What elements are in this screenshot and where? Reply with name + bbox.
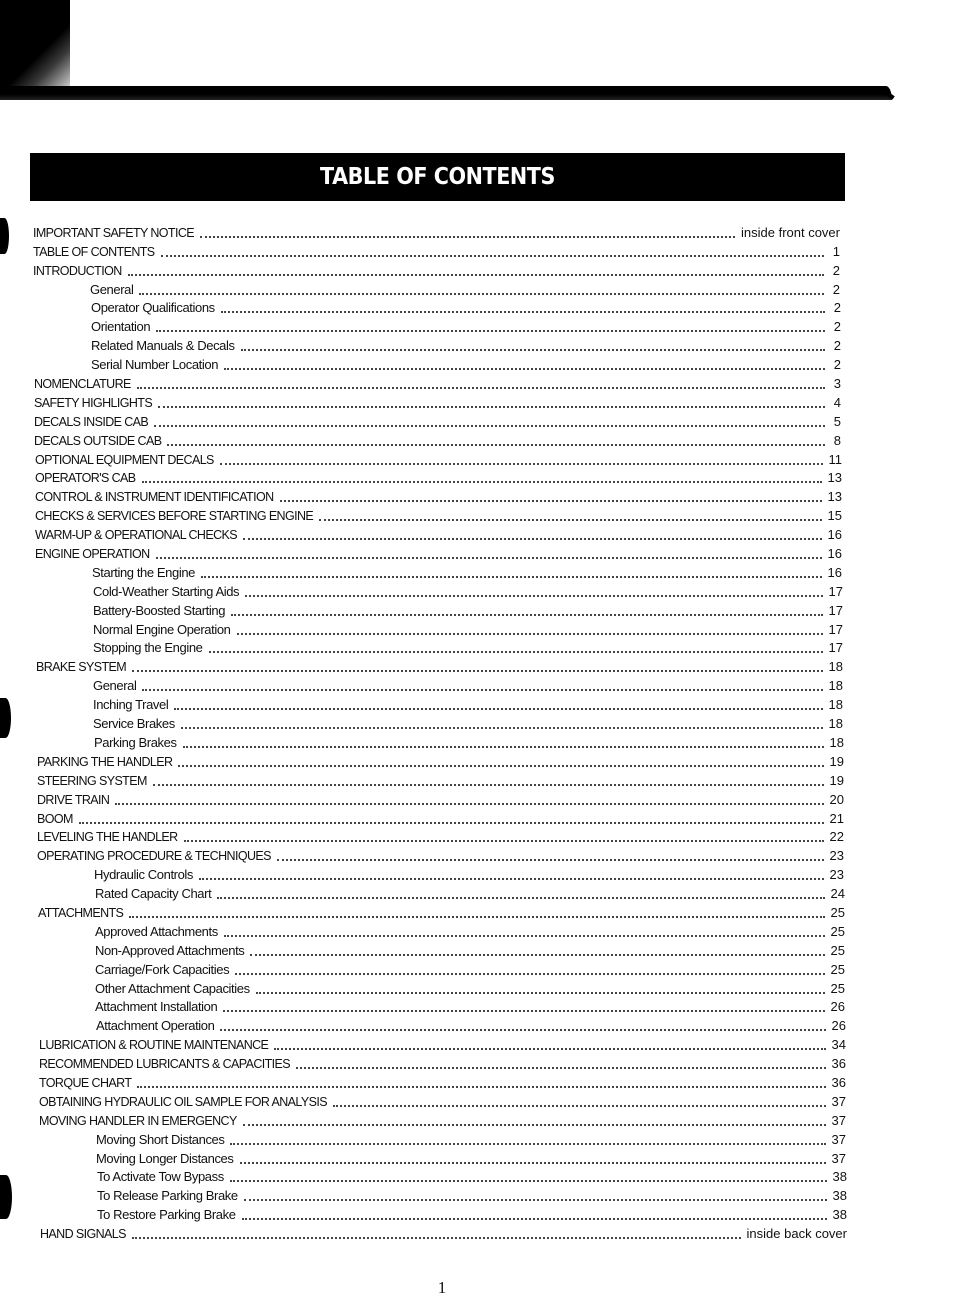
toc-dot-leader [274, 1048, 825, 1050]
toc-entry [0, 392, 954, 411]
toc-entry-label: Service Brakes [93, 716, 175, 732]
toc-entry-label: Orientation [91, 319, 151, 335]
toc-entry-page: 37 [831, 1093, 846, 1109]
toc-entry-page: 37 [831, 1150, 846, 1166]
toc-entry [0, 808, 954, 827]
toc-entry-label: Stopping the Engine [93, 640, 203, 656]
toc-entry [0, 354, 954, 373]
toc-dot-leader [224, 368, 825, 370]
toc-entry [0, 1148, 954, 1167]
toc-entry-label: INTRODUCTION [33, 263, 122, 278]
toc-entry-label: Approved Attachments [95, 923, 218, 939]
toc-entry-label: Moving Short Distances [96, 1131, 225, 1147]
toc-entry-page: 18 [828, 697, 843, 713]
toc-entry [0, 902, 954, 921]
toc-entry-label: OPERATOR'S CAB [35, 471, 136, 486]
toc-entry-page: 26 [831, 1018, 846, 1034]
toc-dot-leader [243, 1124, 826, 1126]
toc-entry [0, 751, 954, 770]
toc-entry [0, 845, 954, 864]
toc-entry [0, 222, 954, 241]
toc-entry [0, 883, 954, 902]
toc-entry [0, 1053, 954, 1072]
toc-entry-page: 25 [830, 923, 845, 939]
toc-dot-leader [333, 1105, 826, 1107]
toc-entry-label: Other Attachment Capacities [95, 980, 250, 996]
toc-entry-page: 19 [829, 753, 844, 769]
toc-entry-label: To Restore Parking Brake [97, 1207, 236, 1223]
toc-dot-leader [154, 425, 825, 427]
toc-entry-page: 1 [832, 243, 840, 259]
toc-entry [0, 1091, 954, 1110]
toc-dot-leader [250, 954, 824, 956]
toc-dot-leader [242, 1218, 827, 1220]
toc-dot-leader [241, 349, 825, 351]
toc-dot-leader [167, 444, 825, 446]
toc-entry [0, 675, 954, 694]
toc-entry-page: 13 [827, 470, 842, 486]
toc-entry-page: 18 [828, 659, 843, 675]
toc-entry-label: STEERING SYSTEM [37, 773, 147, 788]
toc-entry [0, 656, 954, 675]
toc-dot-leader [244, 1199, 827, 1201]
toc-entry-label: ATTACHMENTS [38, 905, 124, 920]
toc-dot-leader [184, 840, 824, 842]
toc-dot-leader [142, 689, 822, 691]
toc-dot-leader [181, 727, 823, 729]
toc-entry-page: 11 [828, 451, 842, 467]
toc-entry [0, 430, 954, 449]
toc-entry-label: DRIVE TRAIN [37, 792, 110, 807]
toc-dot-leader [174, 708, 822, 710]
toc-entry-label: BRAKE SYSTEM [36, 660, 127, 675]
toc-entry [0, 978, 954, 997]
toc-entry-label: HAND SIGNALS [40, 1227, 126, 1242]
toc-entry-label: CHECKS & SERVICES BEFORE STARTING ENGINE [35, 509, 314, 524]
toc-dot-leader [223, 1010, 824, 1012]
scan-corner-shadow [0, 0, 70, 100]
toc-entry-page: 2 [832, 262, 840, 278]
toc-dot-leader [245, 595, 822, 597]
toc-entry-page: 2 [832, 281, 840, 297]
toc-entry-label: Carriage/Fork Capacities [95, 961, 230, 977]
toc-entry [0, 940, 954, 959]
toc-dot-leader [235, 973, 824, 975]
toc-entry [0, 543, 954, 562]
toc-entry-label: WARM-UP & OPERATIONAL CHECKS [35, 528, 237, 543]
toc-entry-page: 20 [829, 791, 844, 807]
toc-dot-leader [199, 878, 824, 880]
toc-entry-label: LEVELING THE HANDLER [37, 830, 178, 845]
toc-entry-page: 19 [829, 772, 844, 788]
toc-entry-label: TORQUE CHART [39, 1075, 132, 1090]
toc-dot-leader [156, 557, 822, 559]
toc-entry-label: PARKING THE HANDLER [37, 754, 173, 769]
toc-entry-page: 23 [829, 848, 844, 864]
header-rule [0, 86, 892, 100]
toc-entry [0, 335, 954, 354]
toc-dot-leader [139, 293, 824, 295]
toc-entry-label: Parking Brakes [94, 734, 177, 750]
title-banner [30, 153, 845, 201]
toc-dot-leader [132, 1237, 741, 1239]
toc-dot-leader [243, 538, 822, 540]
toc-dot-leader [240, 1162, 826, 1164]
toc-dot-leader [156, 330, 825, 332]
toc-dot-leader [280, 500, 822, 502]
toc-entry-page: 38 [832, 1207, 847, 1223]
toc-entry-page: 4 [833, 394, 841, 410]
toc-entry-label: Attachment Operation [96, 1018, 215, 1034]
toc-entry [0, 562, 954, 581]
toc-entry [0, 449, 954, 468]
toc-entry-page: 2 [833, 357, 841, 373]
toc-entry [0, 260, 954, 279]
toc-entry [0, 864, 954, 883]
toc-entry-page: 2 [833, 338, 841, 354]
toc-entry-label: CONTROL & INSTRUMENT IDENTIFICATION [35, 490, 274, 505]
toc-entry [0, 1072, 954, 1091]
toc-dot-leader [256, 992, 825, 994]
toc-entry-label: IMPORTANT SAFETY NOTICE [33, 225, 194, 240]
toc-entry-label: DECALS INSIDE CAB [34, 414, 149, 429]
toc-dot-leader [220, 1029, 825, 1031]
toc-entry-page: 25 [830, 942, 845, 958]
toc-dot-leader [277, 859, 824, 861]
toc-entry-label: ENGINE OPERATION [35, 547, 150, 562]
toc-entry-page: 15 [827, 508, 842, 524]
toc-dot-leader [115, 803, 823, 805]
toc-entry-label: Operator Qualifications [91, 300, 215, 316]
toc-entry [0, 1034, 954, 1053]
toc-entry-label: Serial Number Location [91, 357, 219, 373]
toc-entry-page: 36 [831, 1074, 846, 1090]
toc-entry [0, 524, 954, 543]
toc-entry-page: 38 [832, 1169, 847, 1185]
page-number: 1 [437, 1278, 447, 1297]
toc-entry [0, 638, 954, 657]
toc-entry-label: General [90, 281, 134, 297]
toc-entry [0, 789, 954, 808]
toc-dot-leader [183, 746, 824, 748]
toc-dot-leader [231, 614, 823, 616]
toc-entry [0, 411, 954, 430]
toc-entry [0, 1223, 954, 1242]
toc-entry [0, 316, 954, 335]
toc-entry-page: 25 [830, 904, 845, 920]
toc-entry-page: 37 [831, 1112, 846, 1128]
toc-entry [0, 581, 954, 600]
toc-entry [0, 486, 954, 505]
toc-entry-page: 24 [830, 886, 845, 902]
toc-dot-leader [217, 897, 824, 899]
toc-entry [0, 921, 954, 940]
toc-entry-page: 2 [833, 319, 841, 335]
toc-dot-leader [129, 916, 824, 918]
toc-entry-page: 25 [830, 980, 845, 996]
toc-entry-label: To Activate Tow Bypass [97, 1169, 224, 1185]
toc-dot-leader [220, 463, 823, 465]
toc-entry-page: 13 [827, 489, 842, 505]
toc-entry-label: Non-Approved Attachments [95, 942, 245, 958]
toc-dot-leader [178, 765, 823, 767]
toc-entry [0, 298, 954, 317]
toc-entry-label: Attachment Installation [95, 999, 218, 1015]
toc-dot-leader [296, 1067, 826, 1069]
toc-entry [0, 1185, 954, 1204]
toc-dot-leader [137, 1086, 825, 1088]
toc-entry-page: 18 [829, 734, 844, 750]
toc-dot-leader [161, 255, 824, 257]
toc-dot-leader [237, 633, 823, 635]
toc-entry-page: 8 [833, 432, 841, 448]
table-of-contents [0, 222, 954, 1242]
toc-entry-label: TABLE OF CONTENTS [33, 244, 155, 259]
toc-dot-leader [200, 236, 735, 238]
toc-entry-label: Cold-Weather Starting Aids [93, 583, 240, 599]
toc-entry [0, 505, 954, 524]
toc-entry-label: Starting the Engine [92, 564, 195, 580]
toc-entry [0, 279, 954, 298]
toc-entry-page: 17 [828, 583, 843, 599]
toc-entry-label: Rated Capacity Chart [95, 886, 212, 902]
toc-entry-page: 16 [827, 564, 842, 580]
toc-entry-page: 23 [829, 867, 844, 883]
toc-entry-label: OPERATING PROCEDURE & TECHNIQUES [37, 849, 271, 864]
toc-entry-page: inside front cover [741, 224, 840, 240]
toc-entry-page: 3 [833, 376, 841, 392]
toc-entry [0, 827, 954, 846]
toc-entry-page: 21 [829, 810, 844, 826]
toc-dot-leader [137, 387, 825, 389]
toc-dot-leader [132, 670, 822, 672]
toc-entry-page: 22 [829, 829, 844, 845]
toc-entry-label: LUBRICATION & ROUTINE MAINTENANCE [39, 1038, 269, 1053]
toc-entry-label: DECALS OUTSIDE CAB [34, 433, 162, 448]
toc-entry-page: 38 [832, 1188, 847, 1204]
toc-entry [0, 1129, 954, 1148]
toc-entry-label: NOMENCLATURE [34, 377, 131, 392]
toc-entry [0, 619, 954, 638]
toc-dot-leader [79, 822, 824, 824]
toc-entry [0, 732, 954, 751]
toc-dot-leader [128, 274, 824, 276]
toc-entry [0, 1167, 954, 1186]
toc-dot-leader [209, 651, 823, 653]
toc-entry-page: 26 [830, 999, 845, 1015]
toc-entry-page: 17 [828, 621, 843, 637]
toc-entry-label: OBTAINING HYDRAULIC OIL SAMPLE FOR ANALYSIS [39, 1094, 327, 1109]
toc-dot-leader [221, 311, 825, 313]
toc-entry [0, 1204, 954, 1223]
toc-entry-label: Battery-Boosted Starting [93, 602, 226, 618]
toc-entry-label: Moving Longer Distances [96, 1150, 234, 1166]
toc-entry [0, 713, 954, 732]
toc-entry-label: BOOM [37, 811, 73, 826]
toc-entry-page: 2 [833, 300, 841, 316]
toc-dot-leader [142, 481, 822, 483]
toc-entry-page: 17 [828, 602, 843, 618]
toc-dot-leader [153, 784, 824, 786]
toc-entry-page: 18 [828, 716, 843, 732]
toc-entry-label: Normal Engine Operation [93, 621, 231, 637]
toc-entry-page: 25 [830, 961, 845, 977]
toc-dot-leader [158, 406, 825, 408]
toc-entry [0, 600, 954, 619]
toc-entry [0, 1015, 954, 1034]
toc-entry-label: Inching Travel [93, 697, 169, 713]
toc-entry-label: SAFETY HIGHLIGHTS [34, 395, 153, 410]
toc-entry [0, 959, 954, 978]
page-title: TABLE OF CONTENTS [320, 164, 555, 190]
toc-entry-page: 18 [828, 678, 843, 694]
toc-entry-page: 34 [831, 1037, 846, 1053]
toc-entry-label: To Release Parking Brake [97, 1188, 238, 1204]
toc-entry-page: 17 [828, 640, 843, 656]
toc-entry-label: OPTIONAL EQUIPMENT DECALS [35, 452, 214, 467]
toc-entry [0, 241, 954, 260]
toc-dot-leader [201, 576, 822, 578]
toc-entry-label: Related Manuals & Decals [91, 338, 235, 354]
toc-entry [0, 1110, 954, 1129]
toc-entry-page: 5 [833, 413, 841, 429]
toc-entry-page: inside back cover [746, 1226, 847, 1242]
toc-entry [0, 468, 954, 487]
toc-entry-page: 16 [827, 527, 842, 543]
toc-entry-label: Hydraulic Controls [94, 867, 194, 883]
toc-dot-leader [224, 935, 825, 937]
toc-entry [0, 770, 954, 789]
toc-entry [0, 373, 954, 392]
toc-entry-label: MOVING HANDLER IN EMERGENCY [39, 1113, 237, 1128]
toc-entry-page: 37 [831, 1131, 846, 1147]
toc-entry-page: 36 [831, 1056, 846, 1072]
toc-entry-label: General [93, 678, 137, 694]
toc-dot-leader [230, 1143, 825, 1145]
toc-dot-leader [230, 1180, 827, 1182]
toc-entry [0, 694, 954, 713]
toc-entry-label: RECOMMENDED LUBRICANTS & CAPACITIES [39, 1057, 291, 1072]
toc-entry-page: 16 [827, 546, 842, 562]
toc-dot-leader [319, 519, 821, 521]
toc-entry [0, 997, 954, 1016]
